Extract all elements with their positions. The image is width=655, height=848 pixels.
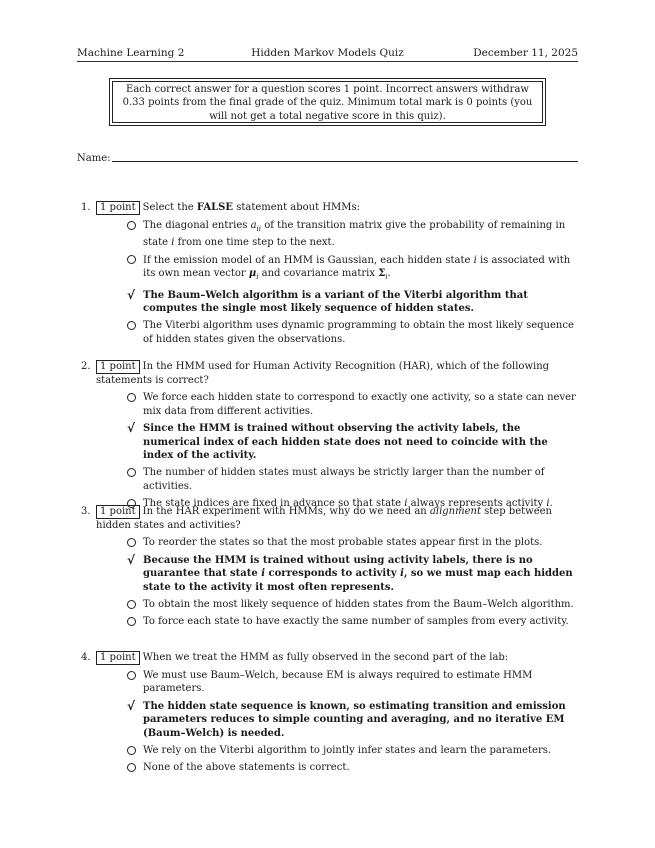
course-name: Machine Learning 2 bbox=[77, 47, 185, 59]
radio-circle-icon[interactable] bbox=[126, 745, 136, 755]
answer-option[interactable] bbox=[77, 615, 578, 628]
answer-option-text: To force each state to have exactly the same number of samples from every activity. bbox=[143, 616, 569, 628]
radio-circle-icon[interactable] bbox=[126, 762, 136, 772]
question-3 bbox=[77, 505, 578, 633]
answer-option[interactable] bbox=[77, 219, 578, 250]
name-row bbox=[77, 152, 578, 166]
grading-notice-text: Each correct answer for a question scores 1 point. Incorrect answers withdraw 0.33 points from the final grade of the quiz. Minimum total mark is 0 points (you will not get a total negative score in this quiz). bbox=[112, 81, 543, 123]
radio-circle-icon[interactable] bbox=[126, 467, 136, 477]
answer-option-text: We rely on the Viterbi algorithm to jointly infer states and learn the parameters. bbox=[143, 745, 552, 757]
answer-option[interactable] bbox=[77, 761, 578, 774]
page-header bbox=[77, 45, 578, 62]
answer-options bbox=[77, 219, 578, 346]
name-field-line[interactable] bbox=[112, 161, 578, 162]
answer-option-text: The state indices are fixed in advance so that state i always represents activity i. bbox=[143, 498, 553, 510]
points-badge: 1 point bbox=[96, 201, 140, 215]
radio-circle-icon[interactable] bbox=[126, 537, 136, 547]
radio-circle-icon[interactable] bbox=[126, 392, 136, 402]
answer-option[interactable] bbox=[77, 700, 578, 740]
checkmark-icon[interactable]: √ bbox=[126, 287, 135, 302]
points-badge: 1 point bbox=[96, 505, 140, 519]
checkmark-icon[interactable]: √ bbox=[126, 421, 135, 436]
question-text: In the HMM used for Human Activity Recognition (HAR), which of the following statements is correct? bbox=[96, 361, 550, 386]
question-number: 1. bbox=[81, 202, 91, 213]
answer-option[interactable] bbox=[77, 254, 578, 285]
points-badge: 1 point bbox=[96, 651, 140, 665]
answer-option[interactable] bbox=[77, 319, 578, 346]
answer-option[interactable] bbox=[77, 554, 578, 594]
answer-option-text: The Viterbi algorithm uses dynamic programming to obtain the most likely sequence of hidden states given the observations. bbox=[143, 320, 574, 345]
answer-option[interactable] bbox=[77, 422, 578, 462]
answer-options bbox=[77, 669, 578, 775]
answer-option[interactable] bbox=[77, 289, 578, 316]
question-4 bbox=[77, 651, 578, 779]
radio-circle-icon[interactable] bbox=[126, 616, 136, 626]
question-text: Select the FALSE statement about HMMs: bbox=[142, 202, 361, 213]
answer-option-text: We must use Baum–Welch, because EM is always required to estimate HMM parameters. bbox=[143, 670, 533, 695]
question-stem bbox=[77, 505, 578, 532]
question-number: 2. bbox=[81, 361, 91, 372]
answer-option[interactable] bbox=[77, 391, 578, 418]
answer-option-text: Since the HMM is trained without observing the activity labels, the numerical index of each hidden state does not need to coincide with the index of the activity. bbox=[143, 423, 548, 462]
answer-option-text: The number of hidden states must always be strictly larger than the number of activities. bbox=[143, 467, 545, 492]
name-label: Name: bbox=[77, 153, 111, 164]
answer-option[interactable] bbox=[77, 744, 578, 757]
answer-options bbox=[77, 536, 578, 628]
question-2 bbox=[77, 360, 578, 515]
answer-option-text: The diagonal entries $a_{ii}$ of the transition matrix give the probability of remaining in state i from one time step to the next. bbox=[143, 220, 566, 249]
quiz-date: December 11, 2025 bbox=[473, 47, 578, 59]
radio-circle-icon[interactable] bbox=[126, 320, 136, 330]
answer-option-text: To reorder the states so that the most probable states appear first in the plots. bbox=[143, 537, 543, 549]
radio-circle-icon[interactable] bbox=[126, 255, 136, 265]
answer-option-text: Because the HMM is trained without using activity labels, there is no guarantee that state i corresponds to activity i, so we must map each hidden state to the activity it most often represents. bbox=[143, 554, 573, 593]
question-stem bbox=[77, 360, 578, 387]
answer-option[interactable] bbox=[77, 536, 578, 549]
answer-option[interactable] bbox=[77, 669, 578, 696]
answer-options bbox=[77, 391, 578, 510]
answer-option[interactable] bbox=[77, 598, 578, 611]
answer-option-text: If the emission model of an HMM is Gaussian, each hidden state i is associated with its own mean vector $\mu_i$ and covariance matrix $\Sigma_i$. bbox=[143, 254, 571, 282]
answer-option[interactable] bbox=[77, 466, 578, 493]
grading-notice-box bbox=[109, 78, 546, 126]
question-1 bbox=[77, 201, 578, 350]
question-number: 3. bbox=[81, 506, 91, 517]
question-text: In the HAR experiment with HMMs, why do we need an alignment step between hidden states and activities? bbox=[96, 506, 552, 531]
radio-circle-icon[interactable] bbox=[126, 599, 136, 609]
checkmark-icon[interactable]: √ bbox=[126, 698, 135, 713]
question-text: When we treat the HMM as fully observed in the second part of the lab: bbox=[142, 652, 509, 663]
points-badge: 1 point bbox=[96, 360, 140, 374]
answer-option-text: The hidden state sequence is known, so estimating transition and emission parameters reduces to simple counting and averaging, and no iterative EM (Baum–Welch) is needed. bbox=[143, 700, 566, 739]
question-stem bbox=[77, 201, 578, 215]
radio-circle-icon[interactable] bbox=[126, 220, 136, 230]
answer-option-text: None of the above statements is correct. bbox=[143, 762, 350, 774]
answer-option-text: To obtain the most likely sequence of hidden states from the Baum–Welch algorithm. bbox=[143, 599, 574, 611]
question-number: 4. bbox=[81, 652, 91, 663]
answer-option-text: The Baum–Welch algorithm is a variant of the Viterbi algorithm that computes the single most likely sequence of hidden states. bbox=[143, 289, 528, 315]
answer-option-text: We force each hidden state to correspond to exactly one activity, so a state can never mix data from different activities. bbox=[143, 392, 576, 417]
checkmark-icon[interactable]: √ bbox=[126, 552, 135, 567]
radio-circle-icon[interactable] bbox=[126, 670, 136, 680]
quiz-title: Hidden Markov Models Quiz bbox=[251, 47, 404, 59]
question-stem bbox=[77, 651, 578, 665]
